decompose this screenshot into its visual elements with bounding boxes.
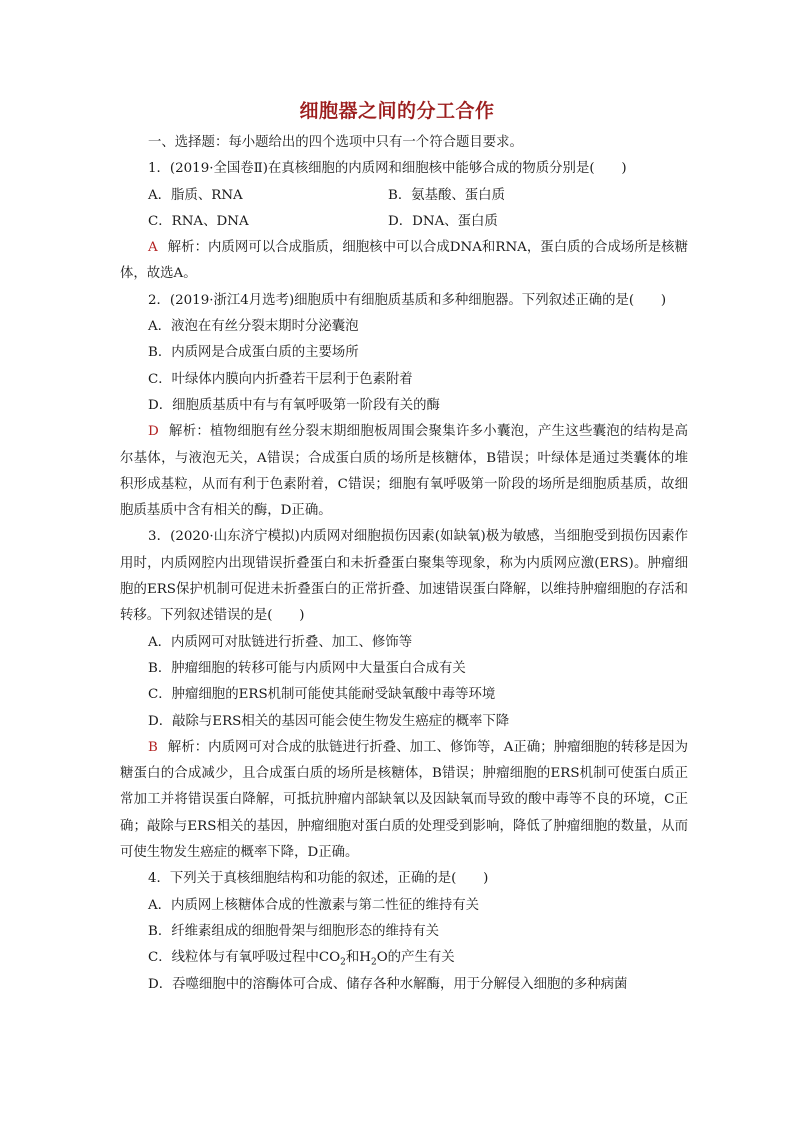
document-body (120, 130, 688, 998)
q1-option-d: D．DNA、蛋白质 (388, 213, 498, 229)
q2-option-a: A．液泡在有丝分裂末期时分泌囊泡 (148, 319, 359, 335)
q1-options-row1 (120, 183, 688, 209)
q3-answer: B (148, 739, 158, 755)
q2-explanation-text: 解析：植物细胞有丝分裂末期细胞板周围会聚集许多小囊泡，产生这些囊泡的结构是高尔基体，与液泡无关，A错误；合成蛋白质的场所是核糖体，B错误；叶绿体是通过类囊体的堆积形成基粒，从而有利于色素附着，C错误；细胞有氧呼吸第一阶段的场所是细胞质基质，故细胞质基质中含有相关的酶，D正确。 (120, 424, 688, 519)
q4-option-c-mid: 和H (345, 950, 371, 966)
q1-explanation (120, 235, 688, 288)
q3-option-c: C．肿瘤细胞的ERS机制可能使其能耐受缺氧酸中毒等环境 (148, 687, 496, 703)
q2-explanation (120, 419, 688, 524)
q4-option-c-sub2: 2 (370, 957, 377, 968)
q4-option-c-sub1: 2 (340, 957, 346, 968)
q4-option-b: B．纤维素组成的细胞骨架与细胞形态的维持有关 (148, 923, 440, 939)
q1-stem: 1．(2019·全国卷Ⅱ)在真核细胞的内质网和细胞核中能够合成的物质分别是( ) (148, 161, 627, 177)
q1-option-c: C．RNA、DNA (148, 213, 249, 229)
q3-option-b: B．肿瘤细胞的转移可能与内质网中大量蛋白合成有关 (148, 660, 466, 676)
q4-option-c-pre: C．线粒体与有氧呼吸过程中CO (148, 950, 341, 966)
q2-stem: 2．(2019·浙江4月选考)细胞质中有细胞质基质和多种细胞器。下列叙述正确的是( ) (148, 292, 667, 308)
q3-stem: 3．(2020·山东济宁模拟)内质网对细胞损伤因素(如缺氧)极为敏感，当细胞受到损伤因素作用时，内质网腔内出现错误折叠蛋白和未折叠蛋白聚集等现象，称为内质网应激(ERS)。肿瘤细胞的ERS保护机制可促进未折叠蛋白的正常折叠、加速错误蛋白降解，以维持肿瘤细胞的存活和转移。下列叙述错误的是( ) (120, 529, 688, 624)
q4-stem: 4．下列关于真核细胞结构和功能的叙述，正确的是( ) (148, 871, 489, 887)
q1-option-b: B．氨基酸、蛋白质 (388, 187, 505, 203)
q3-explanation (120, 735, 688, 866)
q4-option-c (120, 945, 688, 971)
q1-explanation-text: 解析：内质网可以合成脂质，细胞核中可以合成DNA和RNA，蛋白质的合成场所是核糖体，故选A。 (120, 240, 688, 282)
q2-answer: D (148, 424, 159, 440)
q3-option-a: A．内质网可对肽链进行折叠、加工、修饰等 (148, 634, 413, 650)
q4-option-d: D．吞噬细胞中的溶酶体可合成、储存各种水解酶，用于分解侵入细胞的多种病菌 (148, 976, 628, 992)
q2-option-c: C．叶绿体内膜向内折叠若干层利于色素附着 (148, 371, 413, 387)
q2-option-d: D．细胞质基质中有与有氧呼吸第一阶段有关的酶 (148, 397, 440, 413)
q2-option-b: B．内质网是合成蛋白质的主要场所 (148, 345, 359, 361)
section-heading: 一、选择题：每小题给出的四个选项中只有一个符合题目要求。 (148, 135, 523, 150)
q3-explanation-text: 解析：内质网可对合成的肽链进行折叠、加工、修饰等，A正确；肿瘤细胞的转移是因为糖蛋白的合成减少，且合成蛋白质的场所是核糖体，B错误；肿瘤细胞的ERS机制可使蛋白质正常加工并将错误蛋白降解，可抵抗肿瘤内部缺氧以及因缺氧而导致的酸中毒等不良的环境，C正确；敲除与ERS相关的基因，肿瘤细胞对蛋白质的处理受到影响，降低了肿瘤细胞的数量，从而可使生物发生癌症的概率下降，D正确。 (120, 739, 688, 861)
q1-options-row2 (120, 209, 688, 235)
q1-option-a: A．脂质、RNA (148, 187, 243, 203)
q4-option-c-post: O的产生有关 (376, 950, 455, 966)
q3-option-d: D．敲除与ERS相关的基因可能会使生物发生癌症的概率下降 (148, 713, 510, 729)
q1-answer: A (148, 240, 158, 256)
q4-option-a: A．内质网上核糖体合成的性激素与第二性征的维持有关 (148, 897, 480, 913)
page-title: 细胞器之间的分工合作 (299, 100, 495, 122)
